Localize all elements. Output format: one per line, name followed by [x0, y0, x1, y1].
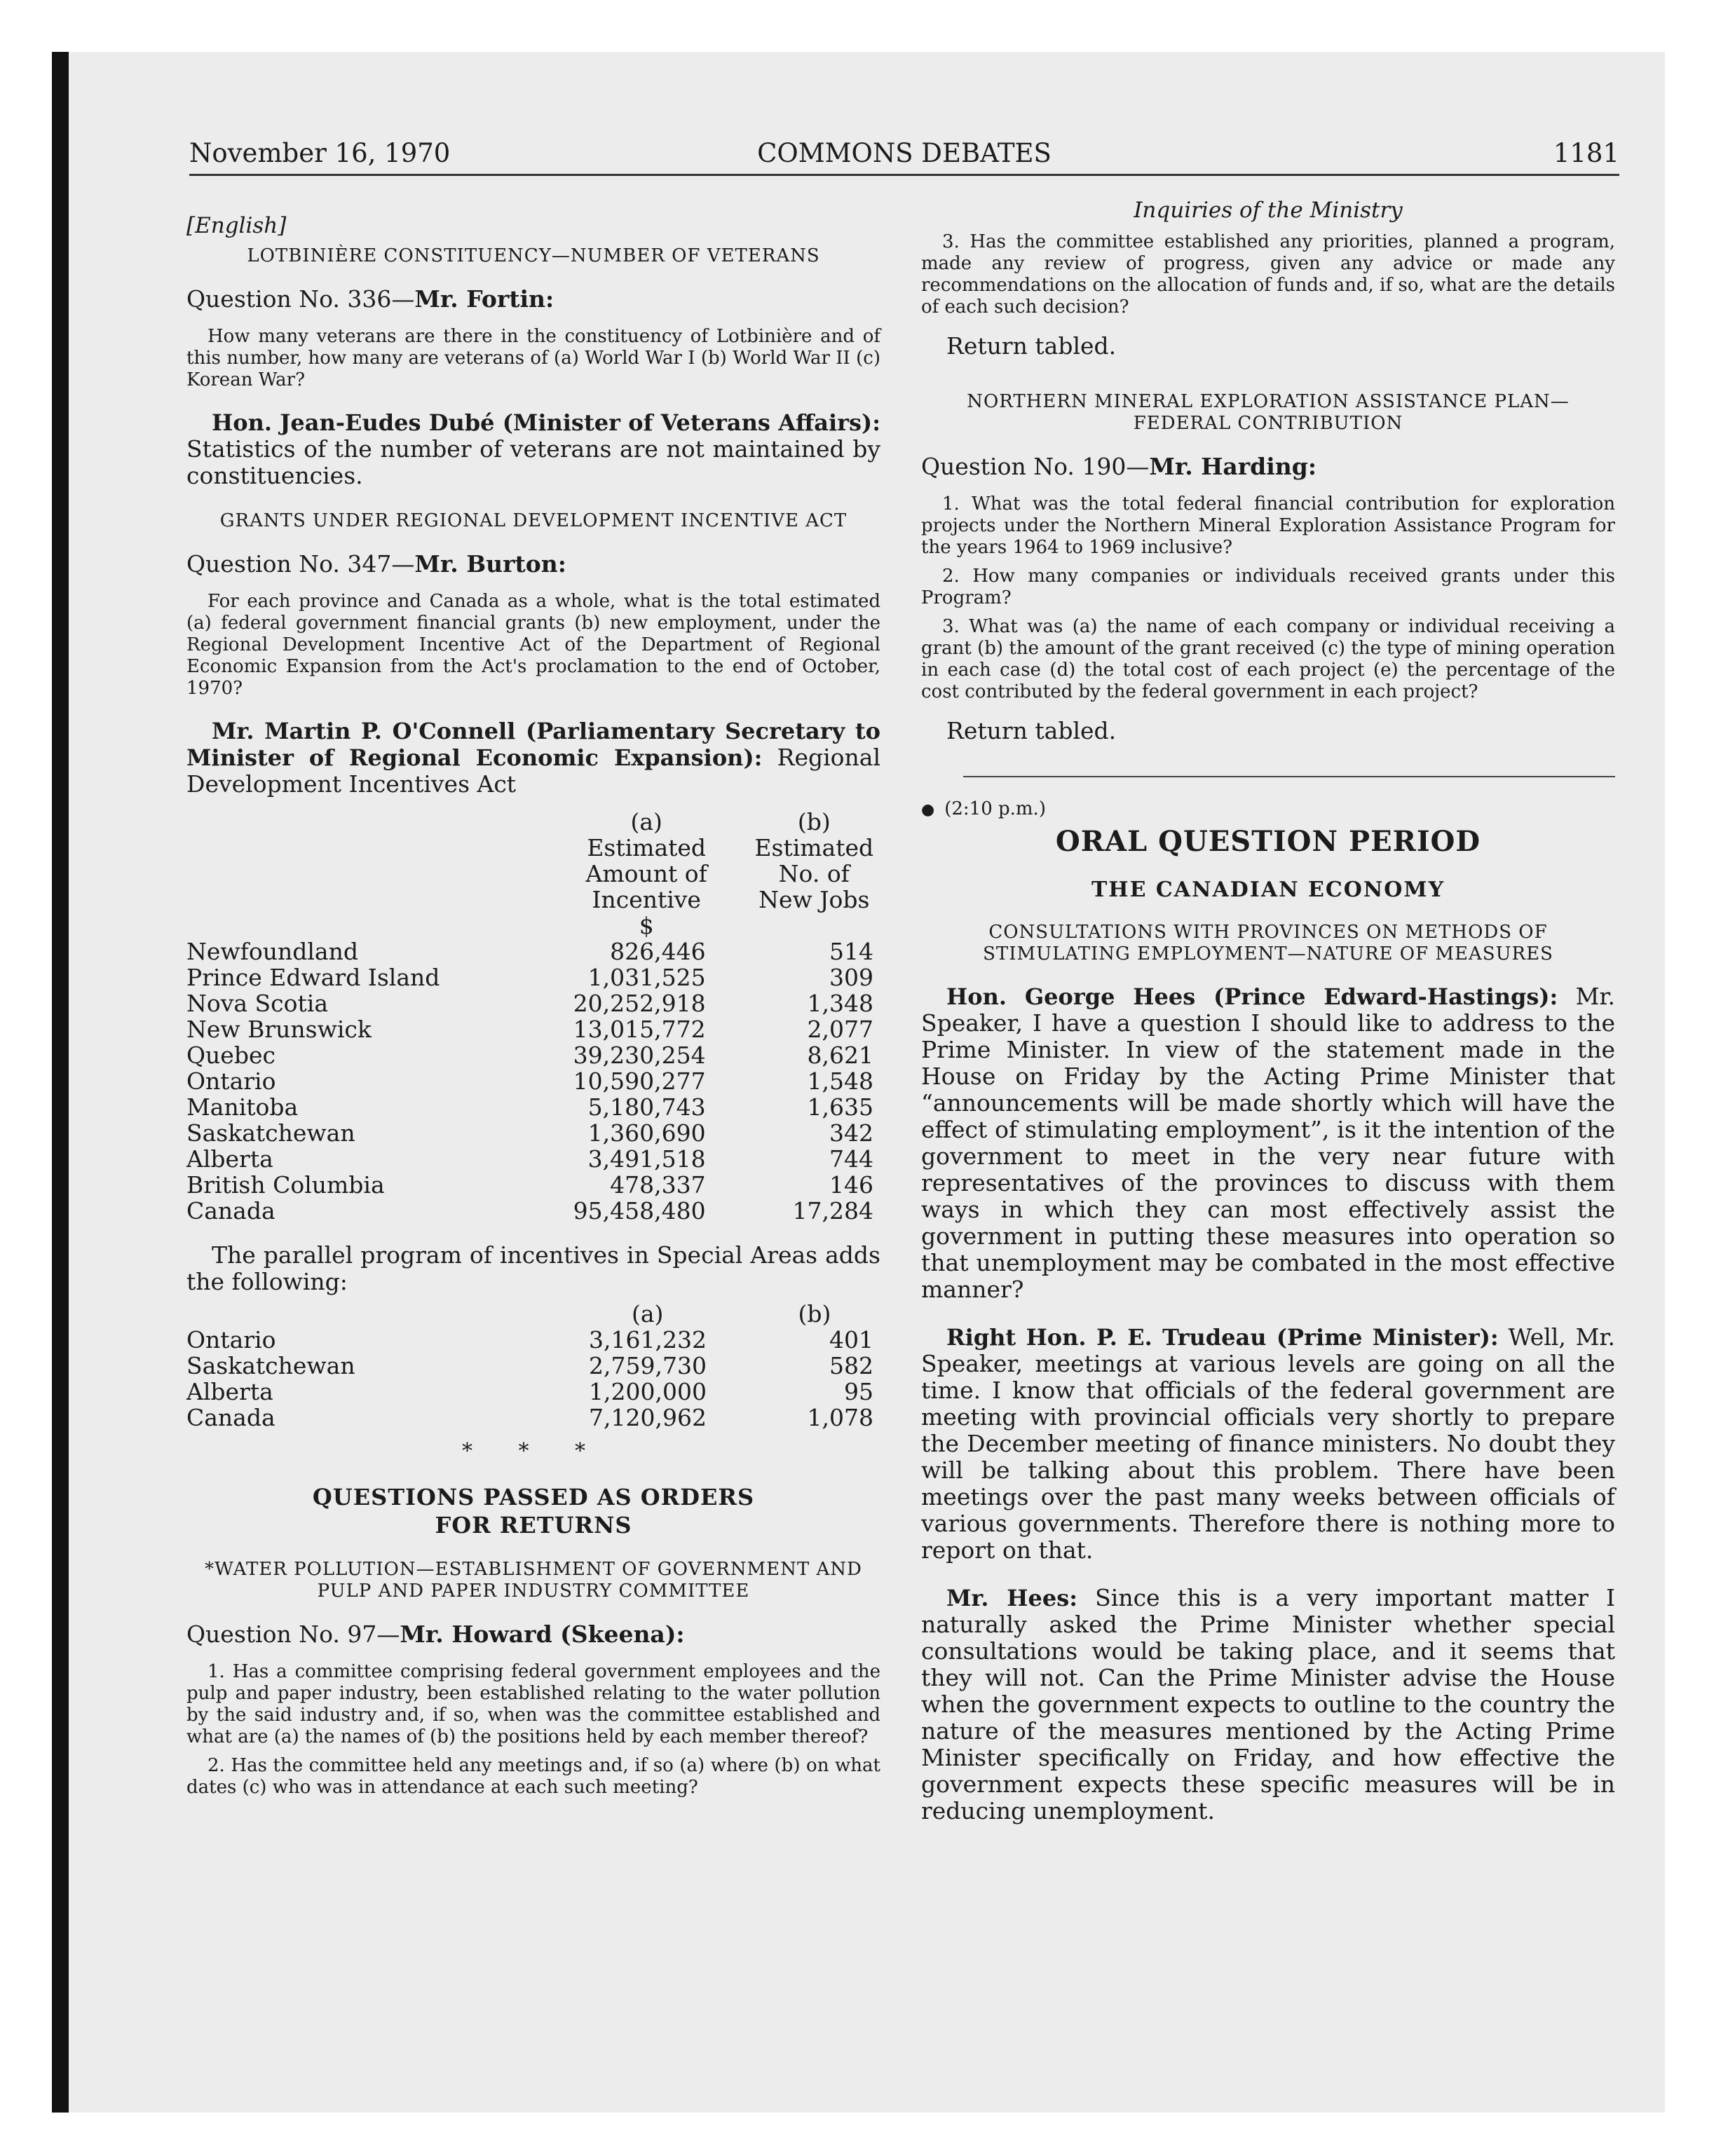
hees-question-1 — [921, 983, 1615, 1303]
q336-heading: LOTBINIÈRE CONSTITUENCY—NUMBER OF VETERANS — [247, 245, 820, 266]
table-row — [186, 1172, 880, 1198]
t2-jobs-cell: 582 — [829, 1352, 873, 1379]
q97-question — [186, 1621, 880, 1649]
col-b-line2: No. of — [778, 860, 850, 887]
t1-amount-cell: 826,446 — [610, 938, 706, 965]
t1-amount-cell: 3,491,518 — [587, 1145, 706, 1173]
trudeau-text: Well, Mr. Speaker, meetings at various levels are going on all the time. I know that officials of the federal government are meeting with provincial officials very shortly to prepare the December meeting of finance ministers. No doubt they will be talking about this problem. There have been meetings over the past many weeks between officials of various governments. Therefore there is nothing more to report on that. — [921, 1323, 1615, 1564]
q347-answer-text: Regional Development Incentives Act — [186, 744, 880, 798]
t2-jobs-cell: 95 — [844, 1378, 873, 1405]
col-a-line1: Estimated — [587, 834, 707, 861]
q347-member: Mr. Burton: — [414, 550, 566, 578]
t1-jobs-cell: 17,284 — [792, 1197, 873, 1224]
col-a-letter: (a) — [630, 808, 662, 835]
col-a-line2: Amount of — [585, 860, 707, 887]
q190-question-prefix: Question No. 190— — [921, 453, 1150, 480]
parallel-program-text: The parallel program of incentives in Special Areas adds the following: — [186, 1241, 880, 1295]
t1-province-cell: Ontario — [186, 1067, 276, 1095]
t1-province-cell: Prince Edward Island — [186, 964, 440, 991]
t1-jobs-cell: 1,635 — [807, 1093, 873, 1121]
oral-question-period-title: ORAL QUESTION PERIOD — [1055, 825, 1481, 858]
t1-jobs-cell: 514 — [829, 938, 873, 965]
table-row — [186, 1353, 880, 1379]
t2-province-cell: Alberta — [186, 1378, 273, 1405]
table-row — [186, 1198, 880, 1224]
t1-amount-cell: 5,180,743 — [587, 1093, 706, 1121]
t1-province-cell: Quebec — [186, 1042, 275, 1069]
t2-province-cell: Saskatchewan — [186, 1352, 355, 1379]
section-rule — [963, 776, 1615, 777]
table-row — [186, 1379, 880, 1405]
section-separator-stars: * * * — [461, 1439, 606, 1464]
col-a-unit: $ — [639, 912, 654, 939]
trudeau-answer — [921, 1324, 1615, 1564]
t1-jobs-cell: 146 — [829, 1171, 873, 1199]
time-marker-text: (2:10 p.m.) — [944, 798, 1046, 819]
q336-question-prefix: Question No. 336— — [186, 285, 415, 313]
scan-margin — [0, 0, 52, 2156]
t1-amount-cell: 95,458,480 — [573, 1197, 706, 1224]
q347-question — [186, 550, 880, 578]
table-row — [186, 990, 880, 1016]
table-row — [186, 1146, 880, 1172]
q190-question — [921, 453, 1615, 481]
t2-province-cell: Canada — [186, 1404, 275, 1431]
t1-amount-cell: 20,252,918 — [573, 990, 706, 1017]
q347-heading: GRANTS UNDER REGIONAL DEVELOPMENT INCENTIVE ACT — [219, 510, 848, 531]
q97-heading: *WATER POLLUTION—ESTABLISHMENT OF GOVERNMENT AND PULP AND PAPER INDUSTRY COMMITTEE — [205, 1559, 862, 1602]
right-column — [921, 198, 1615, 1845]
header-date: November 16, 1970 — [189, 138, 451, 168]
table-row — [186, 1016, 880, 1042]
q347-answer — [186, 718, 880, 798]
hees-question-2 — [921, 1585, 1615, 1824]
t1-amount-cell: 478,337 — [610, 1171, 706, 1199]
incentives-table-header-letters — [186, 809, 880, 835]
q336-answer — [186, 409, 880, 489]
t1-jobs-cell: 342 — [829, 1119, 873, 1147]
col-b-letter: (b) — [797, 808, 831, 835]
scan-binding-edge — [52, 52, 69, 2113]
t2-jobs-cell: 1,078 — [807, 1404, 873, 1431]
t1-jobs-cell: 8,621 — [807, 1042, 873, 1069]
col-a-line3: Incentive — [592, 886, 701, 913]
t2-col-b-letter: (b) — [798, 1300, 831, 1328]
t1-province-cell: Alberta — [186, 1145, 273, 1173]
t1-province-cell: Manitoba — [186, 1093, 299, 1121]
q336-answer-speaker: Hon. Jean-Eudes Dubé (Minister of Veterans Affairs): — [212, 409, 880, 436]
trudeau-speaker: Right Hon. P. E. Trudeau (Prime Minister): — [946, 1324, 1499, 1351]
header-title: COMMONS DEBATES — [757, 138, 1052, 168]
q347-question-prefix: Question No. 347— — [186, 550, 415, 578]
table-row — [186, 1120, 880, 1146]
special-areas-table — [186, 1301, 880, 1431]
q97-member: Mr. Howard (Skeena): — [400, 1621, 685, 1648]
t1-amount-cell: 1,360,690 — [587, 1119, 706, 1147]
time-marker — [921, 798, 1615, 819]
q190-heading: NORTHERN MINERAL EXPLORATION ASSISTANCE PLAN—FEDERAL CONTRIBUTION — [967, 391, 1570, 434]
table-row — [186, 939, 880, 964]
t1-amount-cell: 10,590,277 — [573, 1067, 706, 1095]
t1-jobs-cell: 1,548 — [807, 1067, 873, 1095]
t1-jobs-cell: 309 — [829, 964, 873, 991]
col-b-line1: Estimated — [754, 834, 874, 861]
t2-amount-cell: 7,120,962 — [589, 1404, 707, 1431]
return-tabled-1: Return tabled. — [946, 332, 1117, 360]
left-column — [186, 198, 880, 1806]
t1-jobs-cell: 1,348 — [807, 990, 873, 1017]
q336-text: How many veterans are there in the constituency of Lotbinière and of this number, how many are veterans of (a) World War I (b) World War II (c) Korean War? — [186, 326, 880, 390]
q347-answer-speaker: Mr. Martin P. O'Connell (Parliamentary Secretary to Minister of Regional Economic Expansion): — [186, 718, 880, 771]
table-row — [186, 1094, 880, 1120]
header-page-number: 1181 — [1553, 138, 1619, 168]
col-b-line3: New Jobs — [758, 886, 870, 913]
hees-2-speaker: Mr. Hees: — [946, 1585, 1078, 1611]
hees-1-text: Mr. Speaker, I have a question I should like to address to the Prime Minister. In view of the statement made in the House on Friday by the Acting Prime Minister that “announcements will be made shortly which will have the effect of stimulating employment”, is it the intention of the government to meet in the very near future with representatives of the provinces to discuss with them ways in which they can most effectively assist the government in putting these measures into operation so that unemployment may be combated in the most effective manner? — [921, 983, 1616, 1303]
q97-item2: 2. Has the committee held any meetings and, if so (a) where (b) on what dates (c) who was in attendance at each such meeting? — [186, 1755, 880, 1798]
t1-amount-cell: 13,015,772 — [573, 1016, 706, 1043]
t1-province-cell: Saskatchewan — [186, 1119, 355, 1147]
table-row — [186, 964, 880, 990]
consultations-heading: CONSULTATIONS WITH PROVINCES ON METHODS OF STIMULATING EMPLOYMENT—NATURE OF MEASURES — [983, 922, 1553, 964]
q190-item1: 1. What was the total federal financial contribution for exploration projects under the Northern Mineral Exploration Assistance Program for the years 1964 to 1969 inclusive? — [921, 493, 1615, 558]
q190-item3: 3. What was (a) the name of each company or individual receiving a grant (b) the amount of the grant received (c) the type of mining operation in each case (d) the total cost of each project (e) the percentage of the cost contributed by the federal government in each project? — [921, 616, 1615, 702]
running-header — [189, 137, 1619, 176]
q97-question-prefix: Question No. 97— — [186, 1621, 400, 1648]
q347-text: For each province and Canada as a whole, what is the total estimated (a) federal government financial grants (b) new employment, under the Regional Development Incentive Act of the Department of Regional Economic Expansion from the Act's proclamation to the end of October, 1970? — [186, 591, 880, 699]
t1-jobs-cell: 744 — [829, 1145, 873, 1173]
q97-item1: 1. Has a committee comprising federal government employees and the pulp and paper industry, been established relating to the water pollution by the said industry and, if so, when was the committee established and what are (a) the names of (b) the positions held by each member thereof? — [186, 1661, 880, 1747]
table-row — [186, 1068, 880, 1094]
q190-item2: 2. How many companies or individuals received grants under this Program? — [921, 566, 1615, 608]
t1-amount-cell: 1,031,525 — [587, 964, 706, 991]
bullet-icon: ● — [921, 801, 935, 819]
q190-member: Mr. Harding: — [1149, 453, 1316, 480]
inquiries-caption: Inquiries of the Ministry — [1134, 198, 1403, 223]
q336-answer-text: Statistics of the number of veterans are not maintained by constituencies. — [186, 435, 880, 489]
language-tag: [English] — [186, 213, 287, 238]
t1-amount-cell: 39,230,254 — [573, 1042, 706, 1069]
passed-orders-title — [186, 1483, 880, 1539]
t1-province-cell: New Brunswick — [186, 1016, 372, 1043]
t1-jobs-cell: 2,077 — [807, 1016, 873, 1043]
t2-jobs-cell: 401 — [829, 1326, 873, 1353]
q336-member: Mr. Fortin: — [414, 285, 554, 313]
return-tabled-2: Return tabled. — [946, 717, 1117, 744]
t2-col-a-letter: (a) — [632, 1300, 664, 1328]
t1-province-cell: British Columbia — [186, 1171, 385, 1199]
passed-orders-title-line1: QUESTIONS PASSED AS ORDERS — [312, 1484, 755, 1510]
t1-province-cell: Newfoundland — [186, 938, 358, 965]
q336-question — [186, 285, 880, 313]
table-row — [186, 1042, 880, 1068]
t2-province-cell: Ontario — [186, 1326, 276, 1353]
incentives-table — [186, 809, 880, 1224]
t2-amount-cell: 3,161,232 — [589, 1326, 707, 1353]
t2-amount-cell: 1,200,000 — [589, 1378, 707, 1405]
hees-1-speaker: Hon. George Hees (Prince Edward-Hastings): — [946, 983, 1558, 1010]
table-row — [186, 1327, 880, 1353]
hees-2-text: Since this is a very important matter I naturally asked the Prime Minister whether special consultations would be taking place, and it seems that they will not. Can the Prime Minister advise the House when the government expects to outline to the country the nature of the measures mentioned by the Acting Prime Minister specifically on Friday, and how effective the government expects these specific measures will be in reducing unemployment. — [921, 1584, 1615, 1824]
passed-orders-title-line2: FOR RETURNS — [435, 1512, 632, 1538]
t1-province-cell: Canada — [186, 1197, 275, 1224]
t1-province-cell: Nova Scotia — [186, 990, 328, 1017]
table-row — [186, 1405, 880, 1431]
q97-item3: 3. Has the committee established any priorities, planned a program, made any review of progress, given any advice or made any recommendations on the allocation of funds and, if so, what are the details of each such decision? — [921, 231, 1615, 318]
t2-amount-cell: 2,759,730 — [589, 1352, 707, 1379]
canadian-economy-title: THE CANADIAN ECONOMY — [1091, 878, 1445, 902]
